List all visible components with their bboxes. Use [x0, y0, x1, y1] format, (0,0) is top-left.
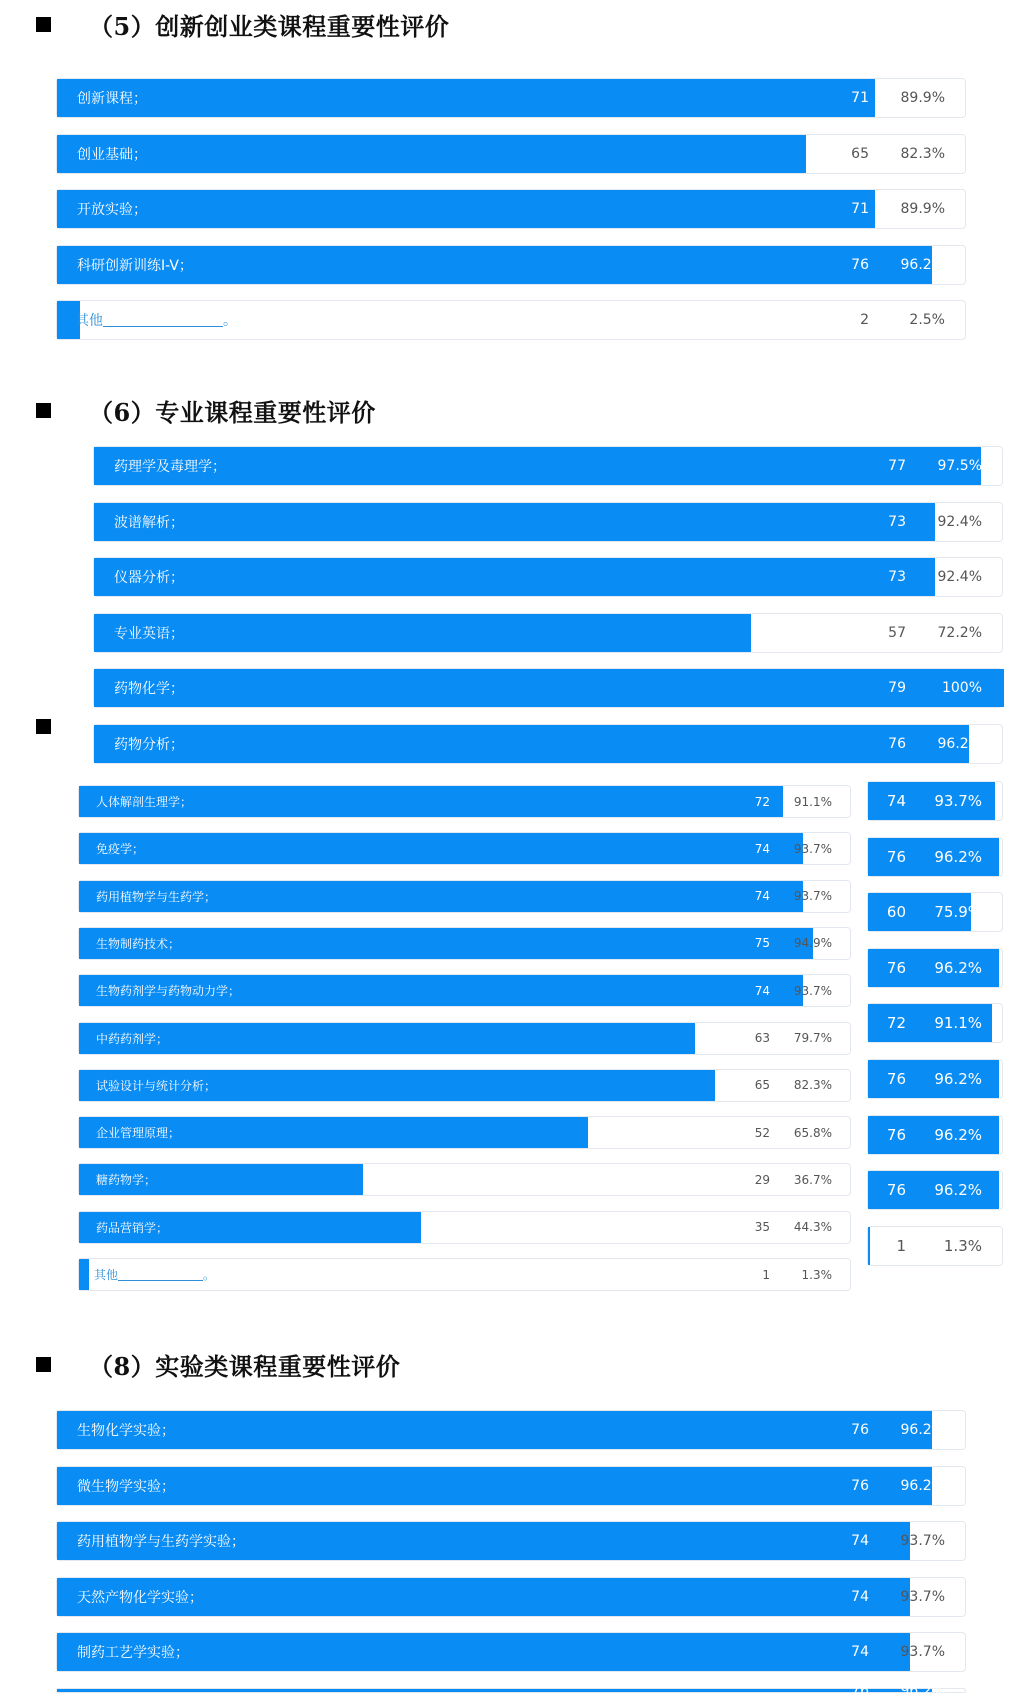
section8-heading: [36, 1344, 400, 1384]
bar-percent: 96.2%: [934, 1181, 982, 1200]
bar-count: 76: [886, 958, 906, 977]
bar-count: 76: [851, 1477, 869, 1494]
bar-label: 制药工艺学实验；: [77, 1645, 189, 1662]
section6-title: （6）专业课程重要性评价: [89, 397, 376, 427]
section6-heading: [36, 390, 376, 430]
bar-percent: 36.7%: [793, 1172, 832, 1187]
bar-label: 生物药剂学与药物动力学；: [96, 984, 241, 999]
bar-percent: 96.2%: [934, 847, 982, 866]
bar-label: 药品营销学；: [96, 1220, 169, 1235]
bar-percent: 93.7%: [793, 983, 832, 998]
bar-count: 76: [851, 1682, 869, 1699]
bar-row: [93, 668, 1003, 708]
bar-count: 73: [888, 513, 906, 530]
bar-fill: [79, 833, 803, 864]
bar-percent: 1.3%: [801, 1267, 832, 1282]
bar-percent: 44.3%: [793, 1220, 832, 1235]
bar-label: 免疫学；: [96, 842, 145, 857]
bar-count: 76: [886, 1181, 906, 1200]
section5-heading: [36, 4, 449, 44]
bar-row: [867, 1003, 1003, 1043]
bar-row: [93, 613, 1003, 653]
bar-label: 人体解剖生理学；: [96, 795, 193, 809]
bar-count: 76: [886, 1070, 906, 1088]
bar-row: [78, 880, 851, 913]
bar-row: [78, 1022, 851, 1055]
bar-count: 75: [754, 936, 770, 951]
bar-row: [867, 892, 1003, 932]
bar-label: 生物化学实验；: [77, 1423, 175, 1439]
bar-row: [56, 1682, 966, 1699]
bar-row: [867, 948, 1003, 988]
bar-count: 76: [886, 847, 906, 866]
bar-count: 76: [888, 736, 906, 752]
bar-count: 52: [754, 1125, 770, 1140]
bar-fill: [94, 503, 935, 541]
bar-fill: [79, 928, 813, 959]
bar-count: 74: [754, 983, 770, 998]
bar-count: 76: [851, 1422, 869, 1438]
bar-label: 其他 。: [75, 313, 237, 330]
bar-fill: [94, 614, 751, 652]
bar-percent: 96.2%: [937, 736, 982, 752]
bar-label: 试验设计与统计分析；: [96, 1078, 217, 1093]
bar-row: [56, 1632, 966, 1672]
bar-row: [78, 974, 851, 1007]
bar-percent: 91.1%: [793, 794, 832, 809]
bar-count: 74: [851, 1533, 869, 1550]
bar-count: 1: [762, 1267, 770, 1282]
bar-percent: 93.7%: [793, 841, 832, 856]
bar-fill: [57, 1467, 932, 1505]
bar-percent: 72.2%: [937, 624, 982, 641]
bar-count: 1: [896, 1236, 906, 1255]
bar-percent: 93.7%: [900, 1644, 945, 1661]
bar-label: 创新课程；: [77, 91, 147, 107]
bar-row: [867, 1170, 1003, 1210]
bar-label: 专业英语；: [114, 625, 184, 642]
bar-label: 药用植物学与生药学；: [96, 889, 217, 904]
bar-row: [78, 927, 851, 960]
bar-label: 仪器分析；: [114, 570, 184, 587]
bar-percent: 92.4%: [937, 513, 982, 530]
bar-count: 74: [851, 1644, 869, 1661]
bar-count: 72: [886, 1014, 906, 1033]
bar-label: 糖药物学；: [96, 1173, 157, 1188]
bar-row: [78, 1211, 851, 1244]
bar-fill: [94, 725, 969, 763]
square-bullet-icon: [36, 1357, 51, 1372]
section8-title: （8）实验类课程重要性评价: [89, 1351, 401, 1381]
bar-label: 其他 。: [94, 1268, 216, 1282]
bar-row: [56, 245, 966, 285]
bar-label: 中药药剂学；: [96, 1031, 169, 1046]
bar-row: [78, 1163, 851, 1196]
bar-row: [56, 1577, 966, 1617]
bar-count: 65: [851, 145, 869, 162]
bar-row: [867, 781, 1003, 821]
bar-row: [867, 1059, 1003, 1099]
bar-label: 药理学及毒理学；: [114, 459, 226, 475]
bar-percent: 65.8%: [793, 1125, 832, 1140]
bar-fill: [94, 669, 1004, 707]
bar-percent: 93.7%: [900, 1588, 945, 1605]
bar-percent: 96.2%: [934, 1070, 982, 1088]
bar-label: 天然产物化学实验；: [77, 1589, 203, 1606]
bar-fill: [57, 79, 875, 117]
bar-percent: 97.5%: [937, 458, 982, 474]
bar-row: [867, 837, 1003, 877]
bar-row: [78, 1258, 851, 1291]
bar-row: [93, 557, 1003, 597]
bar-row: [93, 446, 1003, 486]
bar-percent: 100%: [941, 680, 982, 697]
bar-row: [78, 1069, 851, 1102]
bar-count: 71: [851, 201, 869, 218]
bar-count: 29: [754, 1172, 770, 1187]
bar-row: [78, 785, 851, 818]
bar-percent: 1.3%: [943, 1236, 982, 1255]
bar-percent: 2.5%: [909, 312, 945, 329]
bar-count: 76: [851, 256, 869, 273]
bar-fill: [79, 1023, 695, 1054]
bar-count: 2: [860, 312, 869, 329]
square-bullet-icon: [36, 719, 51, 734]
bar-fill: [57, 190, 875, 228]
bar-percent: 93.7%: [793, 889, 832, 904]
bar-percent: 89.9%: [900, 90, 945, 106]
bar-label: 科研创新训练I-V；: [77, 257, 193, 274]
bar-row: [56, 78, 966, 118]
bar-label: 企业管理原理；: [96, 1126, 181, 1141]
bar-label: 微生物学实验；: [77, 1478, 175, 1495]
bar-percent: 96.2%: [934, 958, 982, 977]
bar-count: 73: [888, 569, 906, 586]
bar-count: 63: [754, 1031, 770, 1045]
bar-fill: [94, 558, 935, 596]
bar-row: [93, 502, 1003, 542]
bar-percent: 94.9%: [793, 936, 832, 951]
bar-row: [867, 1115, 1003, 1155]
bar-count: 74: [886, 792, 906, 810]
bar-row: [78, 1116, 851, 1149]
bar-label: 药用植物学与生药学实验；: [77, 1534, 245, 1551]
bar-row: [56, 1410, 966, 1450]
square-bullet-icon: [36, 17, 51, 32]
bar-percent: 79.7%: [793, 1031, 832, 1045]
bar-fill: [94, 447, 981, 485]
bar-percent: 93.7%: [900, 1533, 945, 1550]
bar-fill: [79, 1259, 89, 1290]
bar-label: 药物分析；: [114, 737, 184, 753]
bar-percent: 96.2%: [900, 1477, 945, 1494]
bar-percent: 91.1%: [934, 1014, 982, 1033]
bar-label: 创业基础；: [77, 146, 147, 163]
bar-percent: 96.2%: [900, 256, 945, 273]
bar-row: [56, 1521, 966, 1561]
bar-fill: [868, 1227, 870, 1265]
bar-percent: 96.2%: [900, 1422, 945, 1438]
bar-percent: 92.4%: [937, 569, 982, 586]
bar-row: [78, 832, 851, 865]
bar-count: 72: [754, 794, 770, 809]
bar-percent: 82.3%: [900, 145, 945, 162]
bar-percent: 89.9%: [900, 201, 945, 218]
bar-count: 71: [851, 90, 869, 106]
bar-label: 波谱解析；: [114, 514, 184, 531]
bar-row: [56, 300, 966, 340]
bar-percent: 93.7%: [934, 792, 982, 810]
bar-label: 药物化学；: [114, 681, 184, 698]
bar-count: 57: [888, 624, 906, 641]
bar-count: 79: [888, 680, 906, 697]
bar-fill: [57, 1411, 932, 1449]
bar-percent: 96.2%: [900, 1682, 945, 1699]
bar-count: 74: [754, 889, 770, 904]
bar-row: [93, 724, 1003, 764]
bar-row: [867, 1226, 1003, 1266]
bar-count: 77: [888, 458, 906, 474]
section5-title: （5）创新创业类课程重要性评价: [89, 11, 450, 41]
bar-percent: 82.3%: [793, 1078, 832, 1093]
bar-count: 74: [851, 1588, 869, 1605]
bar-percent: 96.2%: [934, 1125, 982, 1144]
bar-count: 35: [754, 1220, 770, 1235]
bar-count: 60: [886, 903, 906, 922]
square-bullet-icon: [36, 403, 51, 418]
bar-row: [56, 189, 966, 229]
bar-count: 76: [886, 1125, 906, 1144]
bar-count: 74: [754, 841, 770, 856]
bar-label: 开放实验；: [77, 202, 147, 219]
bar-percent: 75.9%: [934, 903, 982, 922]
bar-label: 生物制药技术；: [96, 936, 181, 951]
bar-row: [56, 134, 966, 174]
bar-row: [56, 1466, 966, 1506]
bar-count: 65: [754, 1078, 770, 1093]
bar-fill: [57, 135, 806, 173]
